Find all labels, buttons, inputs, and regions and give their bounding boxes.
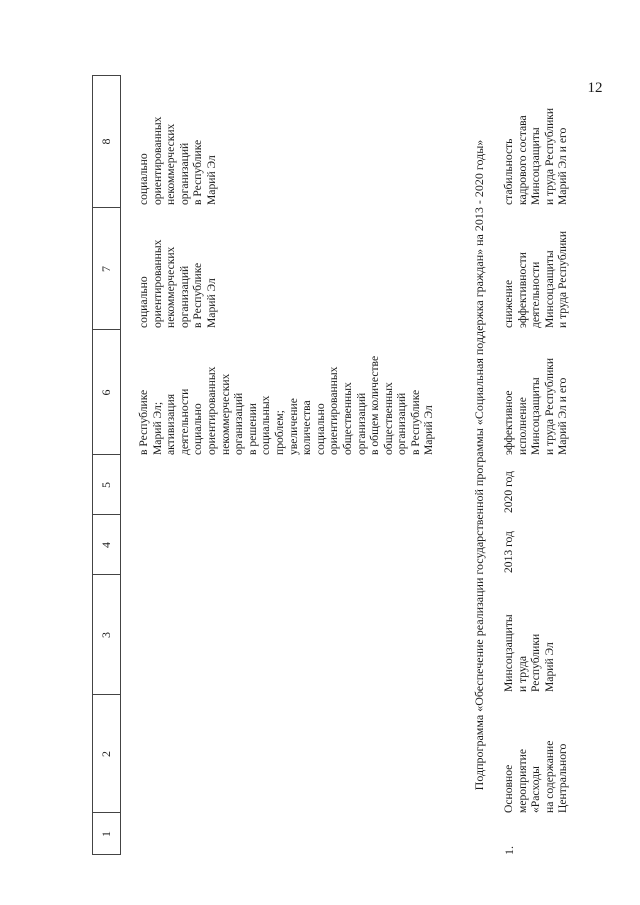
column-header-1: 1 xyxy=(99,831,113,837)
column-header-2: 2 xyxy=(99,751,113,757)
column-header-6: 6 xyxy=(99,389,113,396)
row1-executor: Минсоцзащиты и труда Республики Марий Эл xyxy=(502,614,556,692)
column-header-3: 3 xyxy=(99,632,113,638)
column-number-row xyxy=(92,75,121,855)
column-header-4: 4 xyxy=(99,542,113,548)
row1-event-name: Основное мероприятие «Расходы на содержание Центрального xyxy=(502,740,570,813)
row1-expected-result: эффективное исполнение Минсоцзащиты и труда Республики Марий Эл и его xyxy=(502,357,570,455)
column-header-7: 7 xyxy=(99,266,113,272)
column-header-5: 5 xyxy=(99,482,113,488)
row1-indicators: стабильность кадрового состава Минсоцзащиты и труда Республики Марий Эл и его xyxy=(502,107,570,205)
rotated-table xyxy=(92,75,612,855)
page-number: 12 xyxy=(587,80,603,96)
column-divider xyxy=(93,75,120,76)
row1-end-year: 2020 год xyxy=(502,471,515,513)
row1-consequences: снижение эффективности деятельности Минсоцзащиты и труда Республики xyxy=(502,230,570,328)
cont-cell-6: в Республике Марий Эл; активизация деятельности социально ориентированных некоммерческих организаций в решении социальных проблем; увеличение количества социально ориентированных общественных организаций в общем количестве общественных организаций в Республике Марий Эл xyxy=(137,355,436,455)
cont-cell-8: социально ориентированных некоммерческих организаций в Республике Марий Эл xyxy=(137,116,218,205)
row1-start-year: 2013 год xyxy=(502,531,515,573)
subprogram-title: Подпрограмма «Обеспечение реализации государственной программы «Социальная поддержка граждан» на 2013 - 2020 годы» xyxy=(472,139,486,791)
row-number: 1. xyxy=(502,846,516,855)
column-header-8: 8 xyxy=(99,138,113,145)
cont-cell-7: социально ориентированных некоммерческих организаций в Республике Марий Эл xyxy=(137,239,218,328)
